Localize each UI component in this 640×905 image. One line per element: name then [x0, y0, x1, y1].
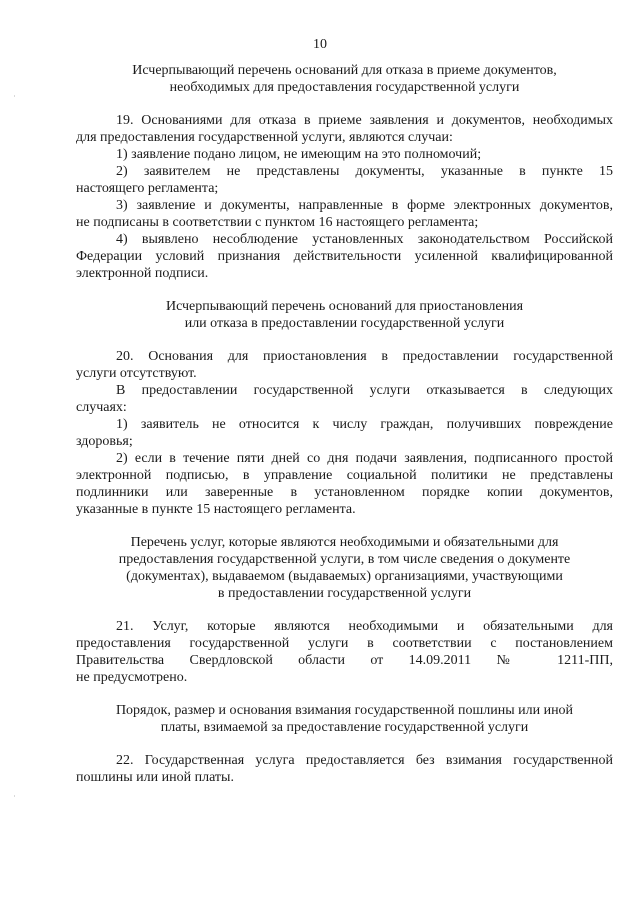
heading-line: Исчерпывающий перечень оснований для приостановления	[165, 299, 524, 314]
heading-line: платы, взимаемой за предоставление государственной услуги	[160, 720, 529, 735]
heading-line: или отказа в предоставлении государственной услуги	[184, 316, 505, 331]
text-line: 19. Основаниями для отказа в приеме заявления и документов, необходимых	[116, 113, 613, 128]
paragraph-22	[76, 752, 613, 786]
text-line: 22. Государственная услуга предоставляется без взимания государственной	[116, 753, 613, 768]
paragraph-20	[76, 348, 613, 518]
text-line: электронной подписи.	[76, 266, 209, 281]
list-item: 1) заявление подано лицом, не имеющим на это полномочий;	[116, 147, 482, 162]
section-heading-required-services	[76, 534, 613, 602]
text-line: Правительства Свердловской области от 14.09.2011 № 1211-ПП,	[76, 653, 613, 668]
text-line: электронной подписью, в управление социальной политики не представлены	[76, 468, 613, 483]
paragraph-21	[76, 618, 613, 686]
text-line: услуги отсутствуют.	[76, 366, 197, 381]
heading-line: Порядок, размер и основания взимания государственной пошлины или иной	[115, 703, 574, 718]
list-item: 4) выявлено несоблюдение установленных законодательством Российской	[116, 232, 613, 247]
text-line: 21. Услуг, которые являются необходимыми и обязательными для	[116, 619, 613, 634]
section-heading-refusal-provision	[76, 298, 613, 332]
scan-artifact	[14, 95, 15, 97]
scan-artifact	[14, 795, 15, 797]
paragraph-19	[76, 112, 613, 282]
heading-line: предоставления государственной услуги, в том числе сведения о документе	[118, 552, 571, 567]
heading-line: Исчерпывающий перечень оснований для отказа в приеме документов,	[132, 63, 557, 78]
list-item: 2) если в течение пяти дней со дня подачи заявления, подписанного простой	[116, 451, 613, 466]
text-line: В предоставлении государственной услуги отказывается в следующих	[116, 383, 613, 398]
text-line: настоящего регламента;	[76, 181, 219, 196]
heading-line: в предоставлении государственной услуги	[217, 586, 472, 601]
list-item: 1) заявитель не относится к числу граждан, получивших повреждение	[116, 417, 613, 432]
section-heading-state-fee	[76, 702, 613, 736]
section-heading-refusal-acceptance	[76, 62, 613, 96]
text-line: не предусмотрено.	[76, 670, 188, 685]
heading-line: Перечень услуг, которые являются необходимыми и обязательными для	[130, 535, 559, 550]
heading-line: (документах), выдаваемом (выдаваемых) организациями, участвующими	[126, 569, 563, 584]
document-body	[76, 62, 613, 786]
text-line: Федерации условий признания действительности усиленной квалифицированной	[76, 249, 613, 264]
text-line: для предоставления государственной услуги, являются случаи:	[76, 130, 453, 145]
text-line: здоровья;	[76, 434, 133, 449]
text-line: 20. Основания для приостановления в предоставлении государственной	[116, 349, 613, 364]
text-line: подлинники или заверенные в установленном порядке копии документов,	[76, 485, 613, 500]
heading-line: необходимых для предоставления государственной услуги	[169, 80, 520, 95]
text-line: предоставления государственной услуги в соответствии с постановлением	[76, 636, 613, 651]
page-number: 10	[313, 37, 327, 52]
list-item: 2) заявителем не представлены документы, указанные в пункте 15	[116, 164, 613, 179]
text-line: случаях:	[76, 400, 127, 415]
list-item: 3) заявление и документы, направленные в форме электронных документов,	[116, 198, 613, 213]
text-line: указанные в пункте 15 настоящего регламента.	[76, 502, 356, 517]
text-line: не подписаны в соответствии с пунктом 16 настоящего регламента;	[76, 215, 479, 230]
text-line: пошлины или иной платы.	[76, 770, 234, 785]
